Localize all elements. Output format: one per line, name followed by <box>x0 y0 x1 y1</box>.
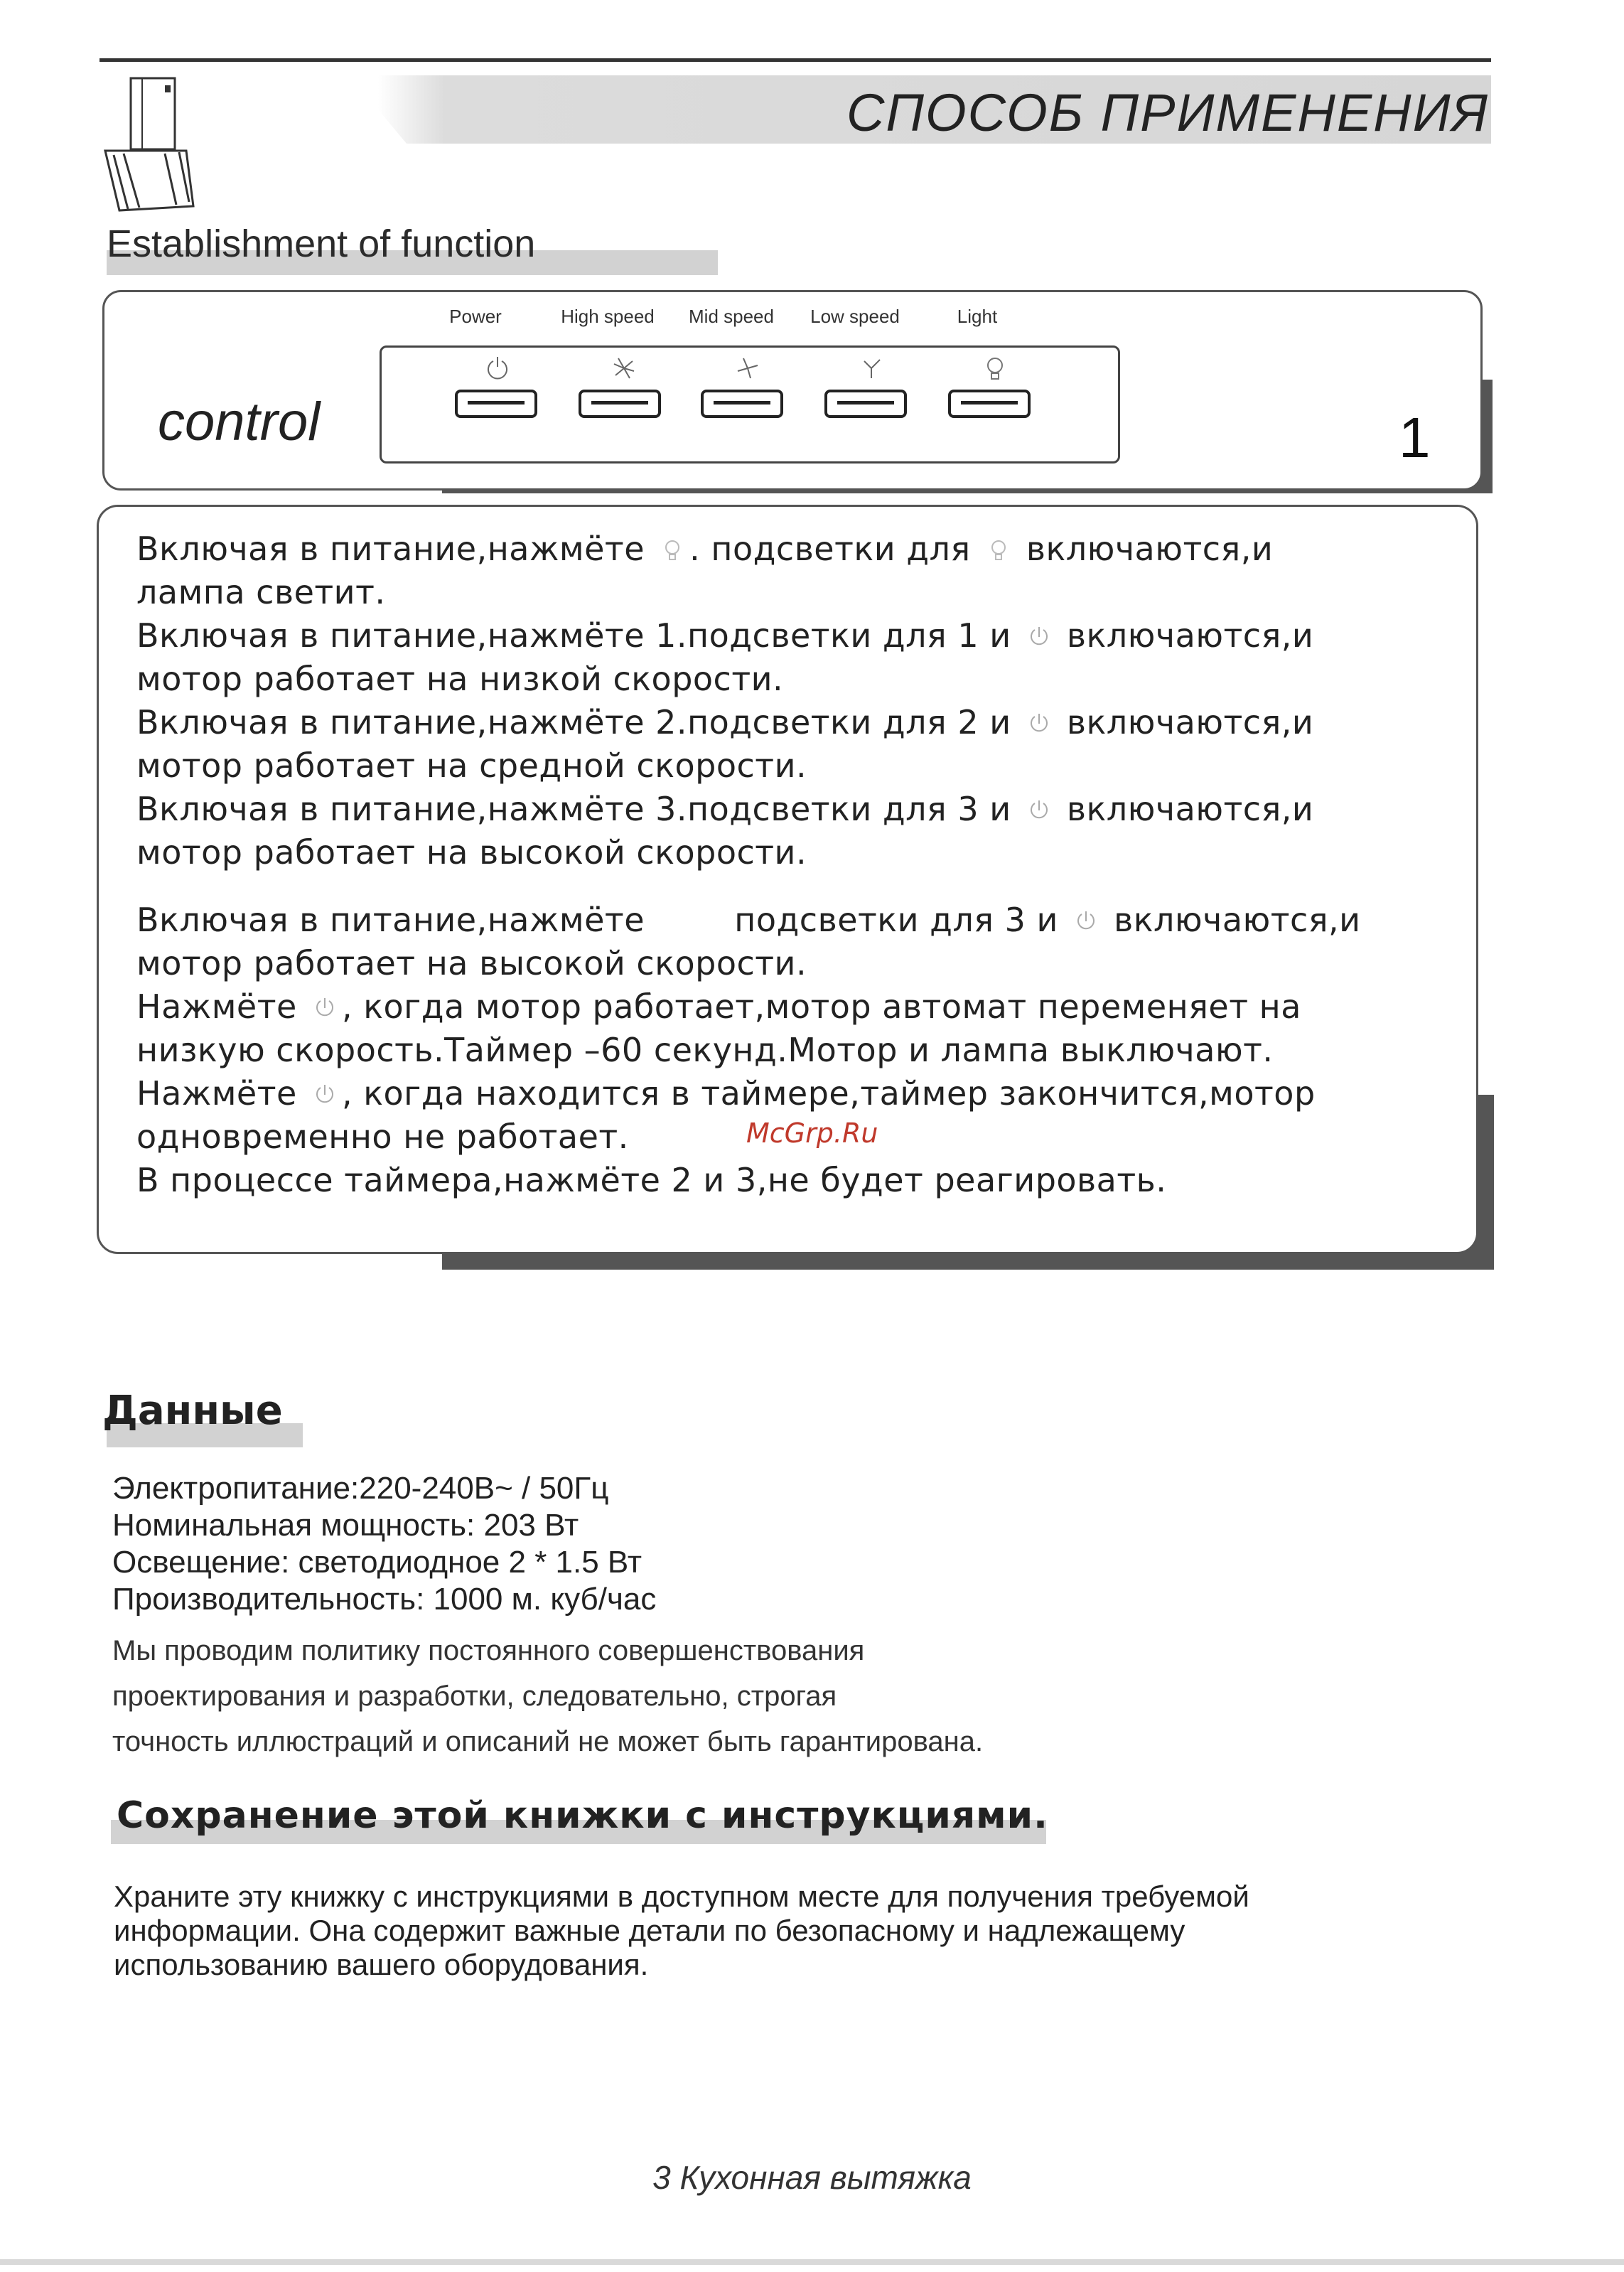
watermark: McGrp.Ru <box>746 1118 878 1149</box>
top-rule <box>100 58 1491 62</box>
note-line: точность иллюстраций и описаний не может быть гарантирована. <box>112 1726 984 1757</box>
bulb-icon <box>974 354 1016 382</box>
panel-number: 1 <box>1399 406 1431 469</box>
spec-line: Освещение: светодиодное 2 * 1.5 Вт <box>112 1545 642 1580</box>
power-icon <box>311 994 339 1022</box>
power-icon <box>1025 796 1053 825</box>
spec-line: Номинальная мощность: 203 Вт <box>112 1508 579 1543</box>
desc-line: мотор работает на высокой скорости. <box>136 833 807 872</box>
power-icon <box>476 354 519 382</box>
high-speed-button[interactable] <box>579 390 661 418</box>
desc-line: Включая в питание,нажмёте подсветки для 3 и включаются,и <box>136 901 1361 939</box>
desc-line: Включая в питание,нажмёте 1.подсветки для 1 и включаются,и <box>136 616 1314 655</box>
save-heading: Сохранение этой книжки с инструкциями. <box>117 1794 1048 1837</box>
fan-low-icon <box>850 354 893 382</box>
page-title: СПОСОБ ПРИМЕНЕНИЯ <box>846 83 1489 142</box>
save-line: информации. Она содержит важные детали по безопасному и надлежащему <box>114 1914 1185 1947</box>
fan-mid-icon <box>726 354 769 382</box>
mid-speed-label: Mid speed <box>689 306 774 327</box>
desc-line: Включая в питание,нажмёте 3.подсветки для 3 и включаются,и <box>136 790 1314 828</box>
desc-line: мотор работает на низкой скорости. <box>136 660 784 698</box>
desc-line: Включая в питание,нажмёте . подсветки для включаются,и <box>136 530 1274 568</box>
save-line: использованию вашего оборудования. <box>114 1948 649 1981</box>
power-button[interactable] <box>455 390 537 418</box>
spec-line: Производительность: 1000 м. куб/час <box>112 1582 657 1617</box>
light-label: Light <box>957 306 998 327</box>
desc-line: мотор работает на высокой скорости. <box>136 944 807 982</box>
desc-line: Включая в питание,нажмёте 2.подсветки для 2 и включаются,и <box>136 703 1314 741</box>
light-button[interactable] <box>948 390 1031 418</box>
note-line: Мы проводим политику постоянного совершенствования <box>112 1635 865 1666</box>
power-icon <box>1025 709 1053 738</box>
bottom-rule <box>0 2259 1624 2265</box>
range-hood-icon <box>100 71 199 217</box>
desc-line: лампа светит. <box>136 573 386 611</box>
desc-line: одновременно не работает. <box>136 1118 629 1156</box>
high-speed-label: High speed <box>561 306 655 327</box>
establishment-heading: Establishment of function <box>107 223 536 265</box>
control-label: control <box>158 392 321 452</box>
spec-line: Электропитание:220-240В~ / 50Гц <box>112 1471 609 1506</box>
power-icon <box>311 1081 339 1109</box>
bulb-icon <box>984 536 1013 564</box>
desc-line: В процессе таймера,нажмёте 2 и 3,не будет реагировать. <box>136 1161 1167 1199</box>
fan-high-icon <box>603 354 645 382</box>
data-heading: Данные <box>102 1388 283 1434</box>
mid-speed-button[interactable] <box>701 390 783 418</box>
desc-line: мотор работает на средной скорости. <box>136 746 807 785</box>
note-line: проектирования и разработки, следовательно, строгая <box>112 1681 837 1712</box>
save-line: Храните эту книжку с инструкциями в доступном месте для получения требуемой <box>114 1880 1249 1913</box>
power-icon <box>1072 907 1100 936</box>
save-text <box>114 1880 1464 1982</box>
desc-line: низкую скорость.Таймер –60 секунд.Мотор и лампа выключают. <box>136 1031 1274 1069</box>
bulb-icon <box>658 536 687 564</box>
desc-line: Нажмёте , когда мотор работает,мотор автомат переменяет на <box>136 987 1301 1026</box>
low-speed-button[interactable] <box>824 390 907 418</box>
power-label: Power <box>449 306 502 327</box>
page-footer: 3 Кухонная вытяжка <box>652 2159 972 2196</box>
desc-line: Нажмёте , когда находится в таймере,таймер закончится,мотор <box>136 1074 1316 1113</box>
power-icon <box>1025 623 1053 651</box>
low-speed-label: Low speed <box>810 306 900 327</box>
